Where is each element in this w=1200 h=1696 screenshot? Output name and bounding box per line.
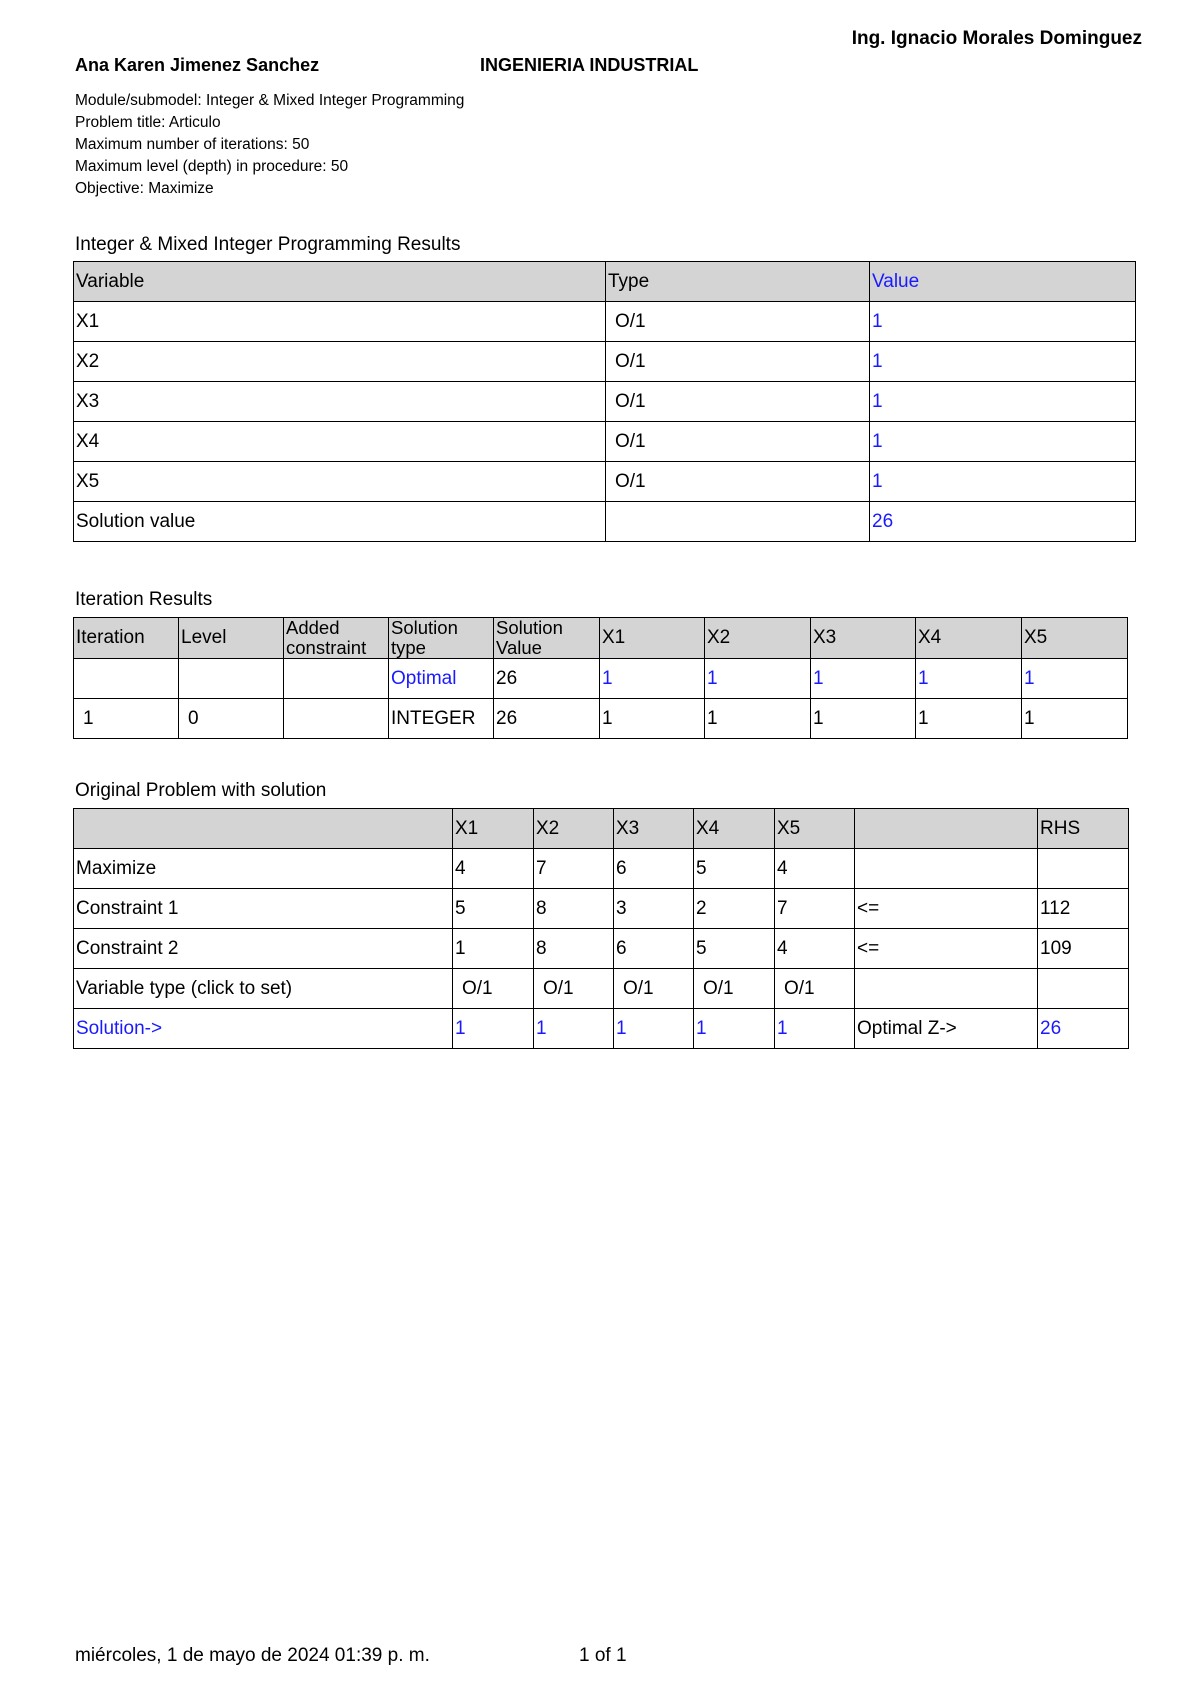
header-value: Value (870, 262, 1136, 302)
variable-type-row (74, 969, 1129, 1009)
header-x5: X5 (1022, 618, 1128, 659)
results-table (73, 261, 1136, 542)
header-solution-value: Solution Value (494, 618, 600, 659)
empty-cell (606, 502, 870, 542)
header-type: Type (606, 262, 870, 302)
x1-cell: 5 (453, 889, 534, 929)
results-header-row (74, 262, 1136, 302)
x1-cell: 1 (453, 929, 534, 969)
x5-cell: 7 (775, 889, 855, 929)
x5-cell: 1 (775, 1009, 855, 1049)
solution-type-cell: INTEGER (389, 699, 494, 739)
x3-cell: 1 (614, 1009, 694, 1049)
x1-cell: 1 (453, 1009, 534, 1049)
header-rhs: RHS (1038, 809, 1129, 849)
x3-cell: 6 (614, 849, 694, 889)
max-level-line: Maximum level (depth) in procedure: 50 (75, 158, 349, 175)
header-added-constraint: Added constraint (284, 618, 389, 659)
header-x3: X3 (811, 618, 916, 659)
x4-cell: 1 (694, 1009, 775, 1049)
value-cell: 1 (870, 382, 1136, 422)
x5-cell: 4 (775, 849, 855, 889)
header-x1: X1 (453, 809, 534, 849)
x1-cell: 1 (600, 699, 705, 739)
max-iterations-line: Maximum number of iterations: 50 (75, 136, 310, 153)
x4-type-cell[interactable]: O/1 (694, 969, 775, 1009)
type-cell: O/1 (606, 462, 870, 502)
x5-cell: 1 (1022, 659, 1128, 699)
added-constraint-cell (284, 659, 389, 699)
rhs-cell (1038, 969, 1129, 1009)
variable-cell: X4 (74, 422, 606, 462)
x3-type-cell[interactable]: O/1 (614, 969, 694, 1009)
value-cell: 1 (870, 302, 1136, 342)
variable-cell: X1 (74, 302, 606, 342)
x1-cell: 4 (453, 849, 534, 889)
solution-value-row (74, 502, 1136, 542)
x4-cell: 5 (694, 929, 775, 969)
x2-cell: 7 (534, 849, 614, 889)
x1-type-cell[interactable]: O/1 (453, 969, 534, 1009)
row-label: Maximize (74, 849, 453, 889)
solution-type-cell: Optimal (389, 659, 494, 699)
objective-line: Objective: Maximize (75, 180, 214, 197)
footer-page-number: 1 of 1 (579, 1645, 627, 1666)
iteration-cell: 1 (74, 699, 179, 739)
module-line: Module/submodel: Integer & Mixed Integer Programming (75, 92, 465, 109)
solution-value: 26 (870, 502, 1136, 542)
iterations-section-title: Iteration Results (75, 589, 213, 610)
x4-cell: 1 (916, 659, 1022, 699)
x2-cell: 8 (534, 889, 614, 929)
original-section-title: Original Problem with solution (75, 780, 327, 801)
header-x3: X3 (614, 809, 694, 849)
row-label: Constraint 2 (74, 929, 453, 969)
problem-info (75, 90, 464, 200)
original-header-row (74, 809, 1129, 849)
header-iteration: Iteration (74, 618, 179, 659)
header-x5: X5 (775, 809, 855, 849)
rhs-cell: 109 (1038, 929, 1129, 969)
x5-cell: 4 (775, 929, 855, 969)
rhs-cell: 112 (1038, 889, 1129, 929)
level-cell: 0 (179, 699, 284, 739)
header-x2: X2 (534, 809, 614, 849)
x3-cell: 1 (811, 699, 916, 739)
x3-cell: 3 (614, 889, 694, 929)
relation-cell: <= (855, 929, 1038, 969)
variable-cell: X5 (74, 462, 606, 502)
iteration-cell (74, 659, 179, 699)
results-section-title: Integer & Mixed Integer Programming Results (75, 234, 461, 255)
optimal-z-value: 26 (1038, 1009, 1129, 1049)
table-row (74, 699, 1128, 739)
x2-cell: 8 (534, 929, 614, 969)
instructor-name: Ing. Ignacio Morales Dominguez (851, 28, 1142, 49)
table-row (74, 889, 1129, 929)
solution-label: Solution value (74, 502, 606, 542)
variable-cell: X2 (74, 342, 606, 382)
table-row (74, 849, 1129, 889)
header-x4: X4 (694, 809, 775, 849)
x2-cell: 1 (534, 1009, 614, 1049)
table-row (74, 422, 1136, 462)
x3-cell: 1 (811, 659, 916, 699)
x2-cell: 1 (705, 659, 811, 699)
x4-cell: 5 (694, 849, 775, 889)
table-row (74, 302, 1136, 342)
type-cell: O/1 (606, 302, 870, 342)
solution-value-cell: 26 (494, 699, 600, 739)
x1-cell: 1 (600, 659, 705, 699)
value-cell: 1 (870, 342, 1136, 382)
rhs-cell (1038, 849, 1129, 889)
row-label: Solution-> (74, 1009, 453, 1049)
type-cell: O/1 (606, 382, 870, 422)
added-constraint-cell (284, 699, 389, 739)
table-row (74, 929, 1129, 969)
row-label: Constraint 1 (74, 889, 453, 929)
header-x4: X4 (916, 618, 1022, 659)
x2-cell: 1 (705, 699, 811, 739)
variable-cell: X3 (74, 382, 606, 422)
iterations-header-row (74, 618, 1128, 659)
original-table (73, 808, 1129, 1049)
row-label: Variable type (click to set) (74, 969, 453, 1009)
solution-row (74, 1009, 1129, 1049)
type-cell: O/1 (606, 422, 870, 462)
table-row (74, 462, 1136, 502)
title-line: Problem title: Articulo (75, 114, 221, 131)
header-level: Level (179, 618, 284, 659)
type-cell: O/1 (606, 342, 870, 382)
relation-cell (855, 849, 1038, 889)
iterations-table (73, 617, 1128, 739)
header-variable: Variable (74, 262, 606, 302)
header-relation (855, 809, 1038, 849)
relation-cell (855, 969, 1038, 1009)
table-row (74, 382, 1136, 422)
header-solution-type: Solution type (389, 618, 494, 659)
table-row (74, 659, 1128, 699)
relation-cell: <= (855, 889, 1038, 929)
student-name: Ana Karen Jimenez Sanchez (75, 55, 320, 75)
x2-type-cell[interactable]: O/1 (534, 969, 614, 1009)
x5-type-cell[interactable]: O/1 (775, 969, 855, 1009)
value-cell: 1 (870, 422, 1136, 462)
header-x1: X1 (600, 618, 705, 659)
solution-value-cell: 26 (494, 659, 600, 699)
header-x2: X2 (705, 618, 811, 659)
footer-date: miércoles, 1 de mayo de 2024 01:39 p. m. (75, 1645, 430, 1666)
header-blank (74, 809, 453, 849)
optimal-z-label: Optimal Z-> (855, 1009, 1038, 1049)
value-cell: 1 (870, 462, 1136, 502)
x4-cell: 2 (694, 889, 775, 929)
program-name: INGENIERIA INDUSTRIAL (480, 55, 699, 75)
level-cell (179, 659, 284, 699)
x5-cell: 1 (1022, 699, 1128, 739)
x4-cell: 1 (916, 699, 1022, 739)
x3-cell: 6 (614, 929, 694, 969)
table-row (74, 342, 1136, 382)
